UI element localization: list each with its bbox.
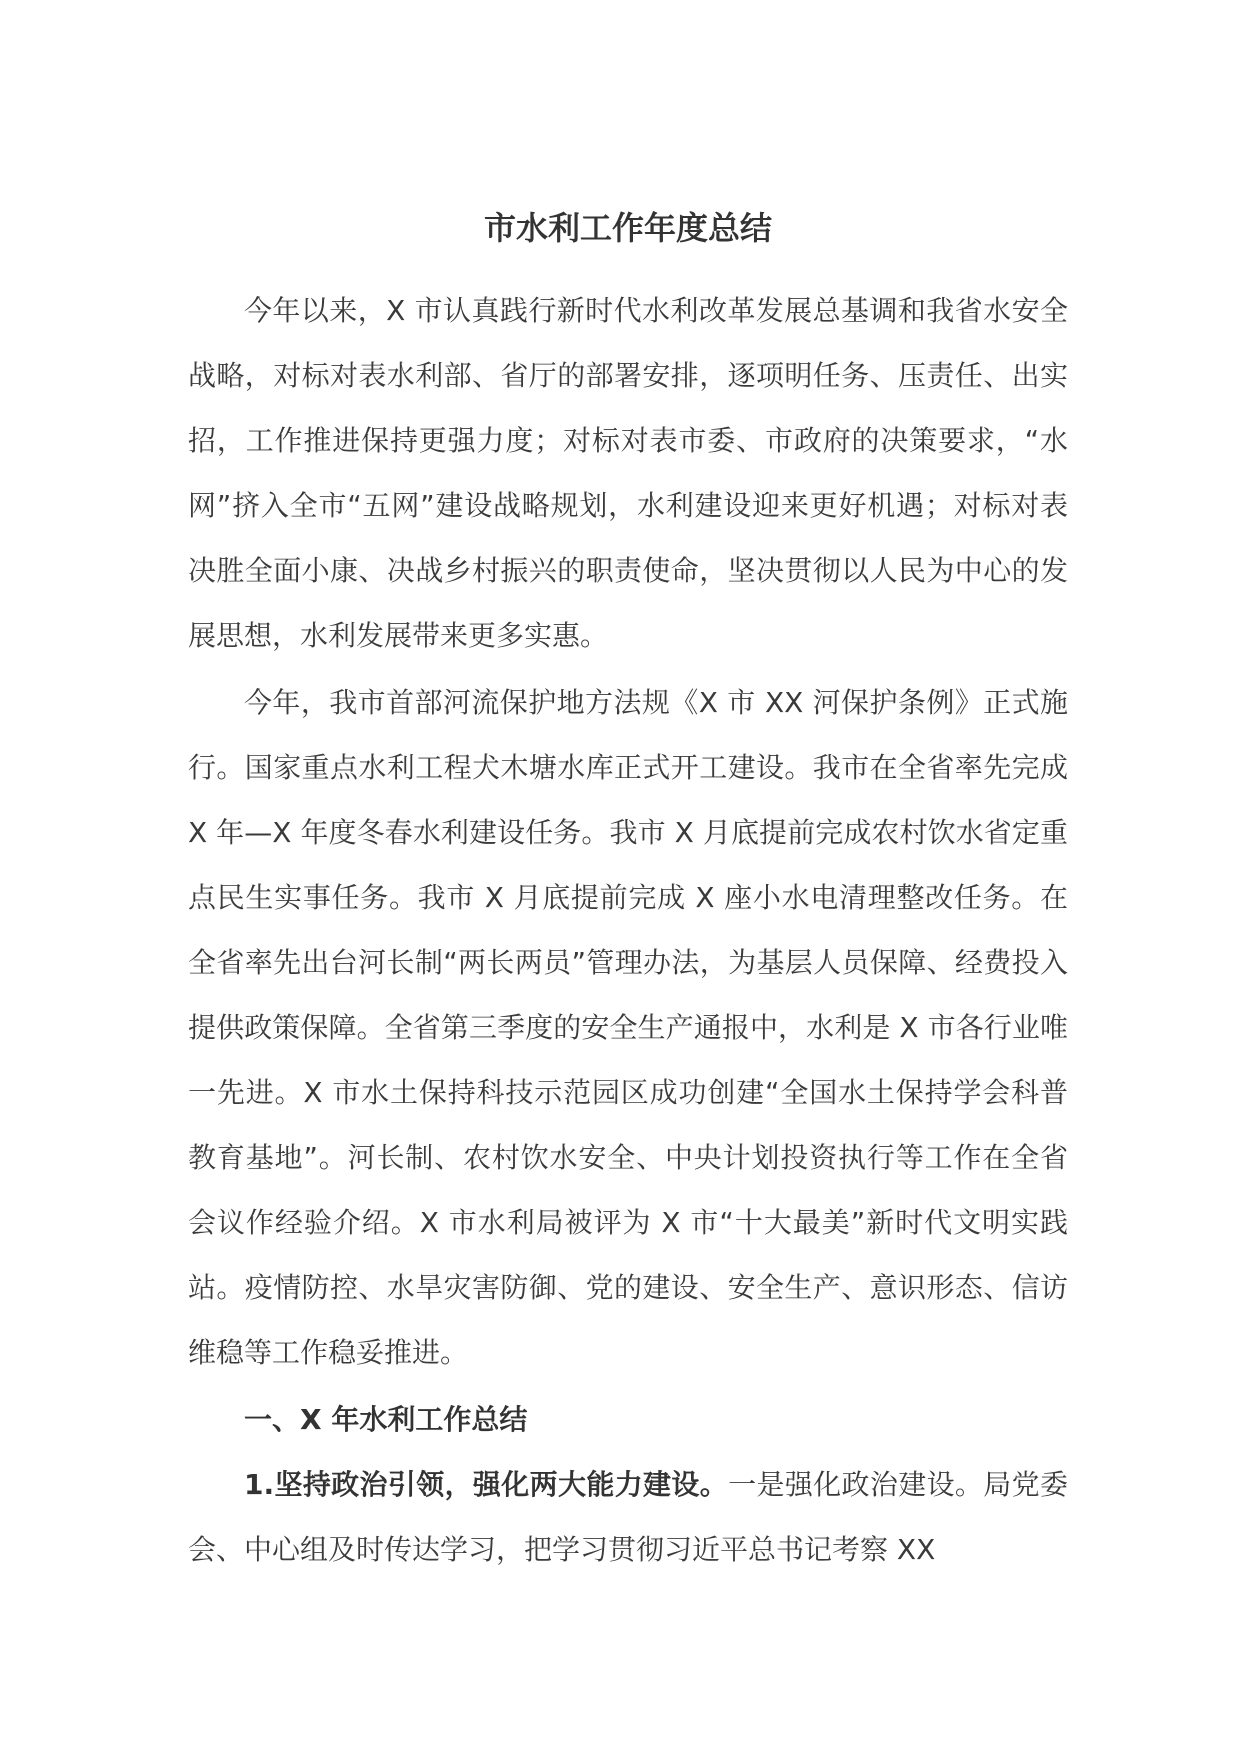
document-page bbox=[188, 200, 1068, 1584]
intro-paragraph: 今年以来，X 市认真践行新时代水利改革发展总基调和我省水安全战略，对标对表水利部、省厅的部署安排，逐项明任务、压责任、出实招，工作推进保持更强力度；对标对表市委、市政府的决策要求，“水网”挤入全市“五网”建设战略规划，水利建设迎来更好机遇；对标对表决胜全面小康、决战乡村振兴的职责使命，坚决贯彻以人民为中心的发展思想，水利发展带来更多实惠。 bbox=[188, 294, 1068, 652]
item-paragraph bbox=[188, 1452, 1068, 1582]
section-heading: 一、X 年水利工作总结 bbox=[244, 1403, 528, 1436]
item-lead: 1.坚持政治引领，强化两大能力建设。 bbox=[244, 1468, 729, 1501]
document-title: 市水利工作年度总结 bbox=[483, 209, 772, 247]
item-text: 一是强化政治建设。局党委会、中心组及时传达学习，把学习贯彻习近平总书记考察 XX bbox=[188, 1468, 1068, 1566]
achievements-paragraph: 今年，我市首部河流保护地方法规《X 市 XX 河保护条例》正式施行。国家重点水利工程犬木塘水库正式开工建设。我市在全省率先完成 X 年—X 年度冬春水利建设任务。我市 X 月底提前完成农村饮水省定重点民生实事任务。我市 X 月底提前完成 X 座小水电清理整改任务。在全省率先出台河长制“两长两员”管理办法，为基层人员保障、经费投入提供政策保障。全省第三季度的安全生产通报中，水利是 X 市各行业唯一先进。X 市水土保持科技示范园区成功创建“全国水土保持学会科普教育基地”。河长制、农村饮水安全、中央计划投资执行等工作在全省会议作经验介绍。X 市水利局被评为 X 市“十大最美”新时代文明实践站。疫情防控、水旱灾害防御、党的建设、安全生产、意识形态、信访维稳等工作稳妥推进。 bbox=[188, 686, 1068, 1369]
